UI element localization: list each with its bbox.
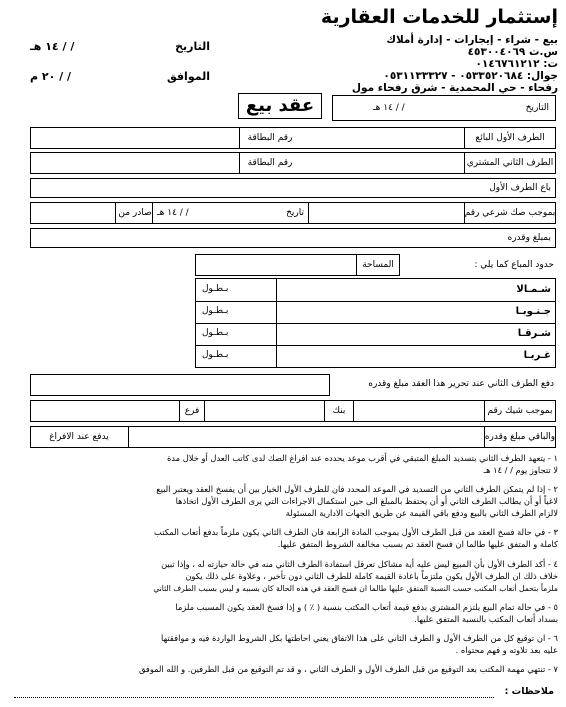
deed-number-field[interactable] <box>309 203 464 223</box>
clause-5-line-1: ٥ - في حالة تمام البيع يلتزم المشتري بدفع قيمة أتعاب المكتب بنسبة ( ٪ ) و إذا فسخ العقد يكون المسبب ملزما <box>175 602 558 612</box>
direction-south: جـنـوبـا <box>515 306 551 317</box>
clause-4-line-1: ٤ - أكد الطرف الأول بأن المبيع ليس عليه أية مشاكل تعرقل استفادة الطرف الثاني منه في حالة حيازته له ، وإذا تبين <box>161 559 558 569</box>
bank-label: بنك <box>324 401 354 421</box>
branch-label: فرع <box>179 401 205 421</box>
seller-id-field[interactable] <box>31 128 241 148</box>
remaining-row <box>30 426 556 448</box>
clause-2-line-2: لاغياً أو أن يطالب الطرف الثاني أو أن يحتفظ بالمبلغ الى حين استكمال الاجراءات التي يرى الطرف الأول اتخاذها <box>175 496 558 506</box>
header-corresponding-value: / / ٢٠ م <box>30 70 72 83</box>
header-date-label: التاريخ <box>175 40 210 53</box>
clause-2-line-3: لالزام الطرف الثاني بالبيع ودفع باقي القيمة عن طريق الجهات الادارية المسئولة <box>285 508 558 518</box>
grid-divider <box>196 301 555 302</box>
bank-field[interactable] <box>205 401 325 421</box>
payment-field[interactable] <box>30 374 330 396</box>
seller-label: الطرف الأول البائع <box>464 128 555 148</box>
contract-date-value: / / ١٤ هـ <box>373 103 405 113</box>
company-services: بيع - شراء - إيجارات - إدارة أملاك <box>386 34 558 46</box>
direction-east: شـرقـا <box>517 328 551 339</box>
seller-id-label: رقم البطاقة <box>239 128 300 148</box>
sold-by-label: باع الطرف الأول <box>489 183 551 193</box>
direction-west-length: بـطـول <box>202 350 229 360</box>
contract-date-label: التاريخ <box>525 103 549 113</box>
direction-south-length: بـطـول <box>202 306 229 316</box>
remaining-amount-field[interactable] <box>129 427 484 447</box>
area-label: المساحة <box>356 255 399 275</box>
remaining-label: والباقي مبلغ وقدره <box>484 427 555 447</box>
clause-6-line-2: عليه بعد تلاوته و فهم محتواه . <box>455 645 558 655</box>
buyer-id-label: رقم البطاقة <box>239 153 300 173</box>
buyer-label: الطرف الثاني المشتري <box>464 153 555 173</box>
header-corresponding-label: الموافق <box>166 70 210 83</box>
issued-from-field[interactable] <box>31 203 117 223</box>
buyer-name-field[interactable] <box>300 153 464 173</box>
direction-north-length: بـطـول <box>202 284 229 294</box>
seller-row <box>30 127 556 149</box>
contract-title: عقد بيع <box>238 93 322 119</box>
direction-north: شـمـالا <box>516 284 551 295</box>
deed-date-field[interactable] <box>152 203 309 223</box>
amount-label: بمبلغ وقدره <box>507 233 551 243</box>
clause-5-line-2: بسداد أتعاب المكتب بالنسبة المتفق عليها. <box>414 614 558 624</box>
company-mobile: جوال: ٠٥٣٣٥٢٠٦٨٤ - ٠٥٣١١٣٣٣٢٧ <box>383 70 558 82</box>
sold-by-row[interactable] <box>30 178 556 198</box>
notes-line[interactable] <box>14 697 494 698</box>
header-date <box>10 40 210 54</box>
clause-4-line-2: خلاف ذلك ان الطرف الأول يكون ملتزماً باعادة القيمة كاملة للطرف الثاني دون تأخير ، وعلاوة على ذلك يكون <box>185 571 558 581</box>
deed-label: بموجب صك شرعي رقم <box>464 203 555 223</box>
deed-date-value: / / ١٤ هـ <box>157 208 189 218</box>
clause-6-line-1: ٦ - ان توقيع كل من الطرف الأول و الطرف الثاني على هذا الاتفاق يعني احاطتها بكل الشروط الواردة فيه و موافقتها <box>161 633 558 643</box>
clause-2-line-1: ٢ - إذا لم يتمكن الطرف الثاني من التسديد في الموعد المحدد فان للطرف الأول الخيار بين أن يفسخ العقد ويعتبر البيع <box>156 484 558 494</box>
clause-1-line-1: ١ - يتعهد الطرف الثاني بتسديد المبلغ المتبقي في أقرب موعد يحدده عند افراغ الصك لدى كاتب العدل أو خلال مدة <box>166 453 558 463</box>
payment-label: دفع الطرف الثاني عند تحرير هذا العقد مبلغ وقدره <box>368 379 554 389</box>
deed-row <box>30 202 556 224</box>
deed-date-label: تاريخ <box>286 208 304 218</box>
clause-7: ٧ - تنتهي مهمة المكتب بعد التوقيع من قبل الطرف الأول و الطرف الثاني ، و قد تم التوقيع من قبل الطرفين. و الله الموفق <box>138 664 558 674</box>
company-address: رفحاء - حي المحمدية - شرق رفحاء مول <box>351 82 558 94</box>
grid-divider <box>196 345 555 346</box>
issued-from-label: صادر من <box>115 203 154 223</box>
buyer-id-field[interactable] <box>31 153 241 173</box>
contract-date-box[interactable] <box>332 95 556 121</box>
branch-field[interactable] <box>31 401 181 421</box>
seller-name-field[interactable] <box>300 128 464 148</box>
buyer-row <box>30 152 556 174</box>
clause-3-line-1: ٣ - في حالة فسخ العقد من قبل الطرف الأول بموجب المادة الرابعة فان الطرف الثاني يكون ملزماً بدفع أتعاب المكتب <box>154 527 558 537</box>
clause-4-line-3: ملزماً بتحمل أتعاب المكتب حسب النسبة المتفق عليها طالما ان فسخ العقد في هذه الحالة كان بسببه و ليس بسبب الطرف الثاني <box>153 584 558 593</box>
header-date-value: / / ١٤ هـ <box>30 40 75 53</box>
clause-3-line-2: كاملة و المتفق عليها طالما ان فسخ العقد تم بسبب مخالفة الشروط المتفق عليها. <box>277 539 558 549</box>
cheque-label: بموجب شيك رقم <box>484 401 555 421</box>
company-name: إستثمار للخدمات العقارية <box>320 6 558 28</box>
direction-west: غـربـا <box>523 350 551 361</box>
clause-1-line-2: لا تتجاوز يوم / / ١٤ هـ <box>483 465 558 475</box>
area-box[interactable] <box>195 254 400 276</box>
transfer-label: يدفع عند الافراغ <box>30 427 129 447</box>
direction-east-length: بـطـول <box>202 328 229 338</box>
header-corresponding-date <box>10 70 210 84</box>
cheque-row <box>30 400 556 422</box>
company-phone: ت: ٠١٤٦٧٦١٢١٢ <box>475 58 558 70</box>
amount-row[interactable] <box>30 228 556 248</box>
commercial-register: س.ت ٤٥٣٠٠٤٠٦٩ <box>467 46 558 58</box>
boundaries-label: حدود المباع كما يلي : <box>474 260 554 270</box>
directions-grid <box>195 278 556 368</box>
cheque-number-field[interactable] <box>354 401 484 421</box>
grid-divider <box>196 323 555 324</box>
notes-label: ملاحظات : <box>504 686 554 697</box>
